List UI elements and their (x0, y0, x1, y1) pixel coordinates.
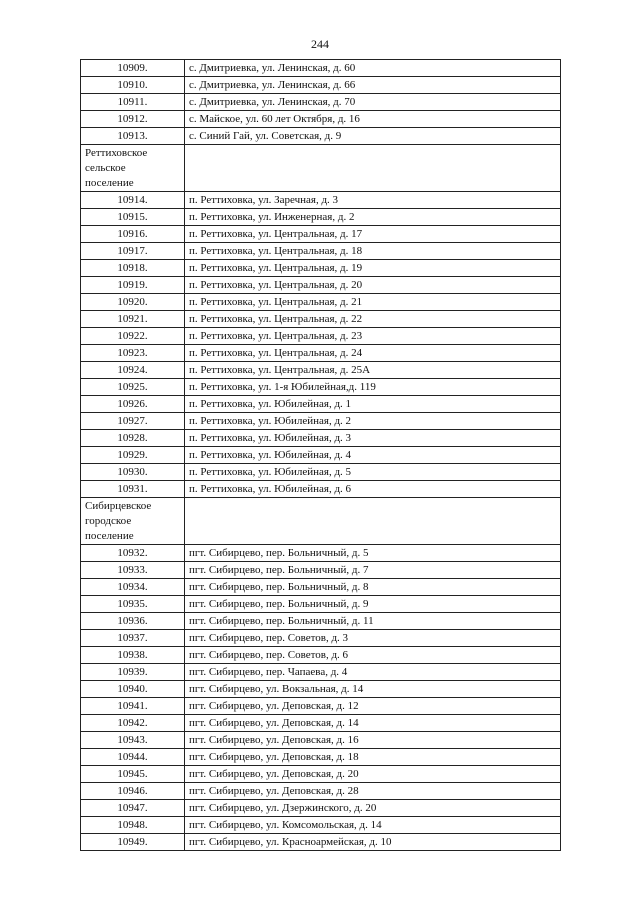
section-title-line: Сибирцевское (85, 500, 152, 512)
row-address: п. Реттиховка, ул. Центральная, д. 23 (185, 328, 561, 345)
row-address: пгт. Сибирцево, ул. Вокзальная, д. 14 (185, 681, 561, 698)
table-row (81, 562, 561, 579)
row-number: 10928. (81, 430, 185, 447)
row-address: с. Дмитриевка, ул. Ленинская, д. 60 (185, 60, 561, 77)
row-number: 10924. (81, 362, 185, 379)
row-address: пгт. Сибирцево, ул. Красноармейская, д. 10 (185, 834, 561, 851)
row-address: пгт. Сибирцево, ул. Деповская, д. 14 (185, 715, 561, 732)
table-row (81, 294, 561, 311)
row-address: пгт. Сибирцево, ул. Деповская, д. 18 (185, 749, 561, 766)
row-address: с. Синий Гай, ул. Советская, д. 9 (185, 128, 561, 145)
row-number: 10945. (81, 766, 185, 783)
table-row (81, 783, 561, 800)
row-number: 10942. (81, 715, 185, 732)
table-row (81, 192, 561, 209)
row-address: пгт. Сибирцево, пер. Чапаева, д. 4 (185, 664, 561, 681)
row-address: пгт. Сибирцево, пер. Больничный, д. 8 (185, 579, 561, 596)
table-row (81, 60, 561, 77)
row-number: 10929. (81, 447, 185, 464)
row-number: 10917. (81, 243, 185, 260)
row-number: 10944. (81, 749, 185, 766)
row-address: п. Реттиховка, ул. Центральная, д. 19 (185, 260, 561, 277)
table-row (81, 630, 561, 647)
table-row (81, 681, 561, 698)
row-address: п. Реттиховка, ул. 1-я Юбилейная,д. 119 (185, 379, 561, 396)
row-number: 10948. (81, 817, 185, 834)
row-number: 10938. (81, 647, 185, 664)
row-address: пгт. Сибирцево, ул. Деповская, д. 20 (185, 766, 561, 783)
row-number: 10936. (81, 613, 185, 630)
row-number: 10910. (81, 77, 185, 94)
table-row (81, 362, 561, 379)
row-number: 10934. (81, 579, 185, 596)
row-number: 10947. (81, 800, 185, 817)
table-row (81, 77, 561, 94)
table-row (81, 226, 561, 243)
section-title-line: поселение (85, 177, 134, 189)
row-address: пгт. Сибирцево, ул. Деповская, д. 28 (185, 783, 561, 800)
row-number: 10941. (81, 698, 185, 715)
row-number: 10937. (81, 630, 185, 647)
row-address: пгт. Сибирцево, пер. Больничный, д. 9 (185, 596, 561, 613)
row-number: 10927. (81, 413, 185, 430)
row-address: пгт. Сибирцево, пер. Больничный, д. 11 (185, 613, 561, 630)
row-address: с. Дмитриевка, ул. Ленинская, д. 70 (185, 94, 561, 111)
row-number: 10946. (81, 783, 185, 800)
table-row (81, 481, 561, 498)
row-address: п. Реттиховка, ул. Центральная, д. 17 (185, 226, 561, 243)
section-title-line: сельское (85, 162, 126, 174)
section-empty-cell (185, 498, 561, 545)
section-title-line: Реттиховское (85, 147, 148, 159)
row-number: 10919. (81, 277, 185, 294)
row-address: п. Реттиховка, ул. Инженерная, д. 2 (185, 209, 561, 226)
table-row (81, 447, 561, 464)
table-row (81, 596, 561, 613)
row-address: п. Реттиховка, ул. Юбилейная, д. 6 (185, 481, 561, 498)
row-number: 10909. (81, 60, 185, 77)
row-address: п. Реттиховка, ул. Юбилейная, д. 2 (185, 413, 561, 430)
row-number: 10911. (81, 94, 185, 111)
row-address: п. Реттиховка, ул. Юбилейная, д. 3 (185, 430, 561, 447)
row-number: 10914. (81, 192, 185, 209)
row-number: 10923. (81, 345, 185, 362)
table-row (81, 647, 561, 664)
row-number: 10916. (81, 226, 185, 243)
table-row (81, 464, 561, 481)
table-row (81, 243, 561, 260)
row-number: 10940. (81, 681, 185, 698)
table-row (81, 579, 561, 596)
row-number: 10920. (81, 294, 185, 311)
page-number: 244 (311, 37, 329, 51)
table-row (81, 311, 561, 328)
row-number: 10915. (81, 209, 185, 226)
table-row (81, 128, 561, 145)
row-number: 10921. (81, 311, 185, 328)
section-title (81, 498, 185, 545)
row-address: пгт. Сибирцево, пер. Больничный, д. 5 (185, 545, 561, 562)
row-address: пгт. Сибирцево, ул. Дзержинского, д. 20 (185, 800, 561, 817)
row-address: п. Реттиховка, ул. Центральная, д. 21 (185, 294, 561, 311)
table-row (81, 766, 561, 783)
table-row (81, 732, 561, 749)
row-number: 10926. (81, 396, 185, 413)
table-row (81, 260, 561, 277)
row-number: 10922. (81, 328, 185, 345)
section-row (81, 498, 561, 545)
section-title (81, 145, 185, 192)
row-number: 10935. (81, 596, 185, 613)
row-address: пгт. Сибирцево, пер. Советов, д. 6 (185, 647, 561, 664)
table-row (81, 413, 561, 430)
section-title-line: городское (85, 515, 132, 527)
table-row (81, 800, 561, 817)
section-title-line: поселение (85, 530, 134, 542)
table-row (81, 698, 561, 715)
row-number: 10913. (81, 128, 185, 145)
table-row (81, 430, 561, 447)
row-number: 10939. (81, 664, 185, 681)
table-row (81, 817, 561, 834)
row-address: пгт. Сибирцево, ул. Деповская, д. 16 (185, 732, 561, 749)
row-address: с. Дмитриевка, ул. Ленинская, д. 66 (185, 77, 561, 94)
table-row (81, 396, 561, 413)
section-empty-cell (185, 145, 561, 192)
table-row (81, 545, 561, 562)
table-row (81, 664, 561, 681)
table-row (81, 277, 561, 294)
table-row (81, 613, 561, 630)
row-number: 10933. (81, 562, 185, 579)
row-address: п. Реттиховка, ул. Юбилейная, д. 5 (185, 464, 561, 481)
row-number: 10949. (81, 834, 185, 851)
table-row (81, 345, 561, 362)
row-address: п. Реттиховка, ул. Центральная, д. 20 (185, 277, 561, 294)
table-row (81, 715, 561, 732)
section-row (81, 145, 561, 192)
address-table (80, 59, 561, 851)
row-address: пгт. Сибирцево, ул. Комсомольская, д. 14 (185, 817, 561, 834)
row-address: пгт. Сибирцево, пер. Советов, д. 3 (185, 630, 561, 647)
table-row (81, 328, 561, 345)
address-table-body (81, 60, 561, 851)
row-address: п. Реттиховка, ул. Центральная, д. 18 (185, 243, 561, 260)
row-number: 10925. (81, 379, 185, 396)
row-address: п. Реттиховка, ул. Центральная, д. 22 (185, 311, 561, 328)
row-number: 10912. (81, 111, 185, 128)
row-number: 10931. (81, 481, 185, 498)
table-row (81, 749, 561, 766)
row-address: с. Майское, ул. 60 лет Октября, д. 16 (185, 111, 561, 128)
row-address: пгт. Сибирцево, пер. Больничный, д. 7 (185, 562, 561, 579)
table-row (81, 834, 561, 851)
row-address: п. Реттиховка, ул. Юбилейная, д. 1 (185, 396, 561, 413)
row-number: 10930. (81, 464, 185, 481)
row-address: п. Реттиховка, ул. Центральная, д. 24 (185, 345, 561, 362)
row-number: 10932. (81, 545, 185, 562)
table-row (81, 209, 561, 226)
row-number: 10943. (81, 732, 185, 749)
row-address: п. Реттиховка, ул. Центральная, д. 25А (185, 362, 561, 379)
row-address: п. Реттиховка, ул. Юбилейная, д. 4 (185, 447, 561, 464)
row-number: 10918. (81, 260, 185, 277)
row-address: пгт. Сибирцево, ул. Деповская, д. 12 (185, 698, 561, 715)
table-row (81, 111, 561, 128)
table-row (81, 379, 561, 396)
table-row (81, 94, 561, 111)
row-address: п. Реттиховка, ул. Заречная, д. 3 (185, 192, 561, 209)
